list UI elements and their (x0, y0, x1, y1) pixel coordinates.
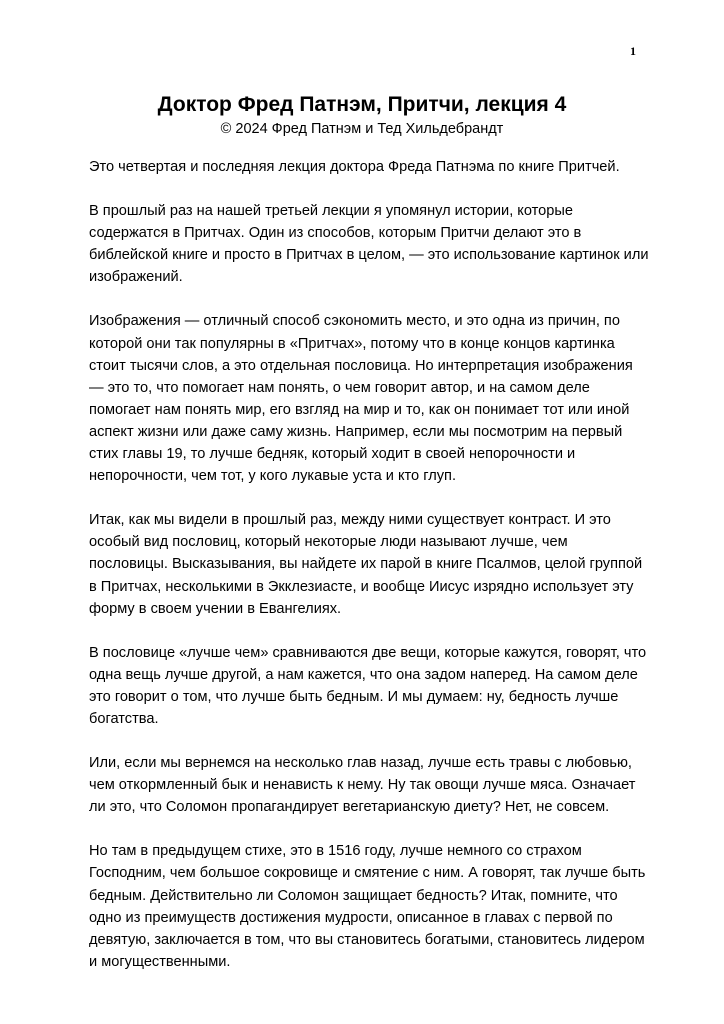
paragraph-3: Изображения — отличный способ сэкономить место, и это одна из причин, по которой они так популярны в «Притчах», потому что в конце концов картинка стоит тысячи слов, а это отдельная пословица. Но интерпретация изображения — это то, что помогает нам понять, о чем говорит автор, и на самом деле помогает нам понять мир, его взгляд на мир и то, как он понимает тот или иной аспект жизни или даже саму жизнь. Например, если мы посмотрим на первый стих главы 19, то лучше бедняк, который ходит в своей непорочности и непорочности, чем тот, у кого лукавые уста и кто глуп. (89, 313, 633, 485)
page-title: Доктор Фред Патнэм, Притчи, лекция 4 (157, 93, 567, 116)
copyright-line: © 2024 Фред Патнэм и Тед Хильдебрандт (220, 121, 504, 137)
paragraph-6: Или, если мы вернемся на несколько глав назад, лучше есть травы с любовью, чем откормленный бык и ненависть к нему. Ну так овощи лучше мяса. Означает ли это, что Соломон пропагандирует вегетарианскую диету? Нет, не совсем. (89, 755, 636, 816)
page-number: 1 (630, 44, 636, 58)
paragraph-5: В пословице «лучше чем» сравниваются две вещи, которые кажутся, говорят, что одна вещь лучше другой, а нам кажется, что она задом наперед. На самом деле это говорит о том, что лучше быть бедным. И мы думаем: ну, бедность лучше богатства. (89, 644, 647, 727)
paragraph-4: Итак, как мы видели в прошлый раз, между ними существует контраст. И это особый вид пословиц, который некоторые люди называют лучше, чем пословицы. Высказывания, вы найдете их парой в книге Псалмов, целой группой в Притчах, несколькими в Экклезиасте, и вообще Иисус изрядно использует эту форму в своем учении в Евангелиях. (89, 512, 643, 617)
paragraph-1: Это четвертая и последняя лекция доктора Фреда Патнэма по книге Притчей. (89, 159, 620, 175)
document-body (89, 156, 649, 995)
paragraph-7: Но там в предыдущем стихе, это в 1516 году, лучше немного со страхом Господним, чем большое сокровище и смятение с ним. А говорят, так лучше быть бедным. Действительно ли Соломон защищает бедность? Итак, помните, что одно из преимуществ достижения мудрости, описанное в главах с первой по девятую, заключается в том, что вы становитесь богатыми, становитесь лидером и могущественными. (89, 843, 646, 970)
paragraph-2: В прошлый раз на нашей третьей лекции я упомянул истории, которые содержатся в Притчах. Один из способов, которым Притчи делают это в библейской книге и просто в Притчах в целом, — это использование картинок или изображений. (89, 203, 649, 286)
